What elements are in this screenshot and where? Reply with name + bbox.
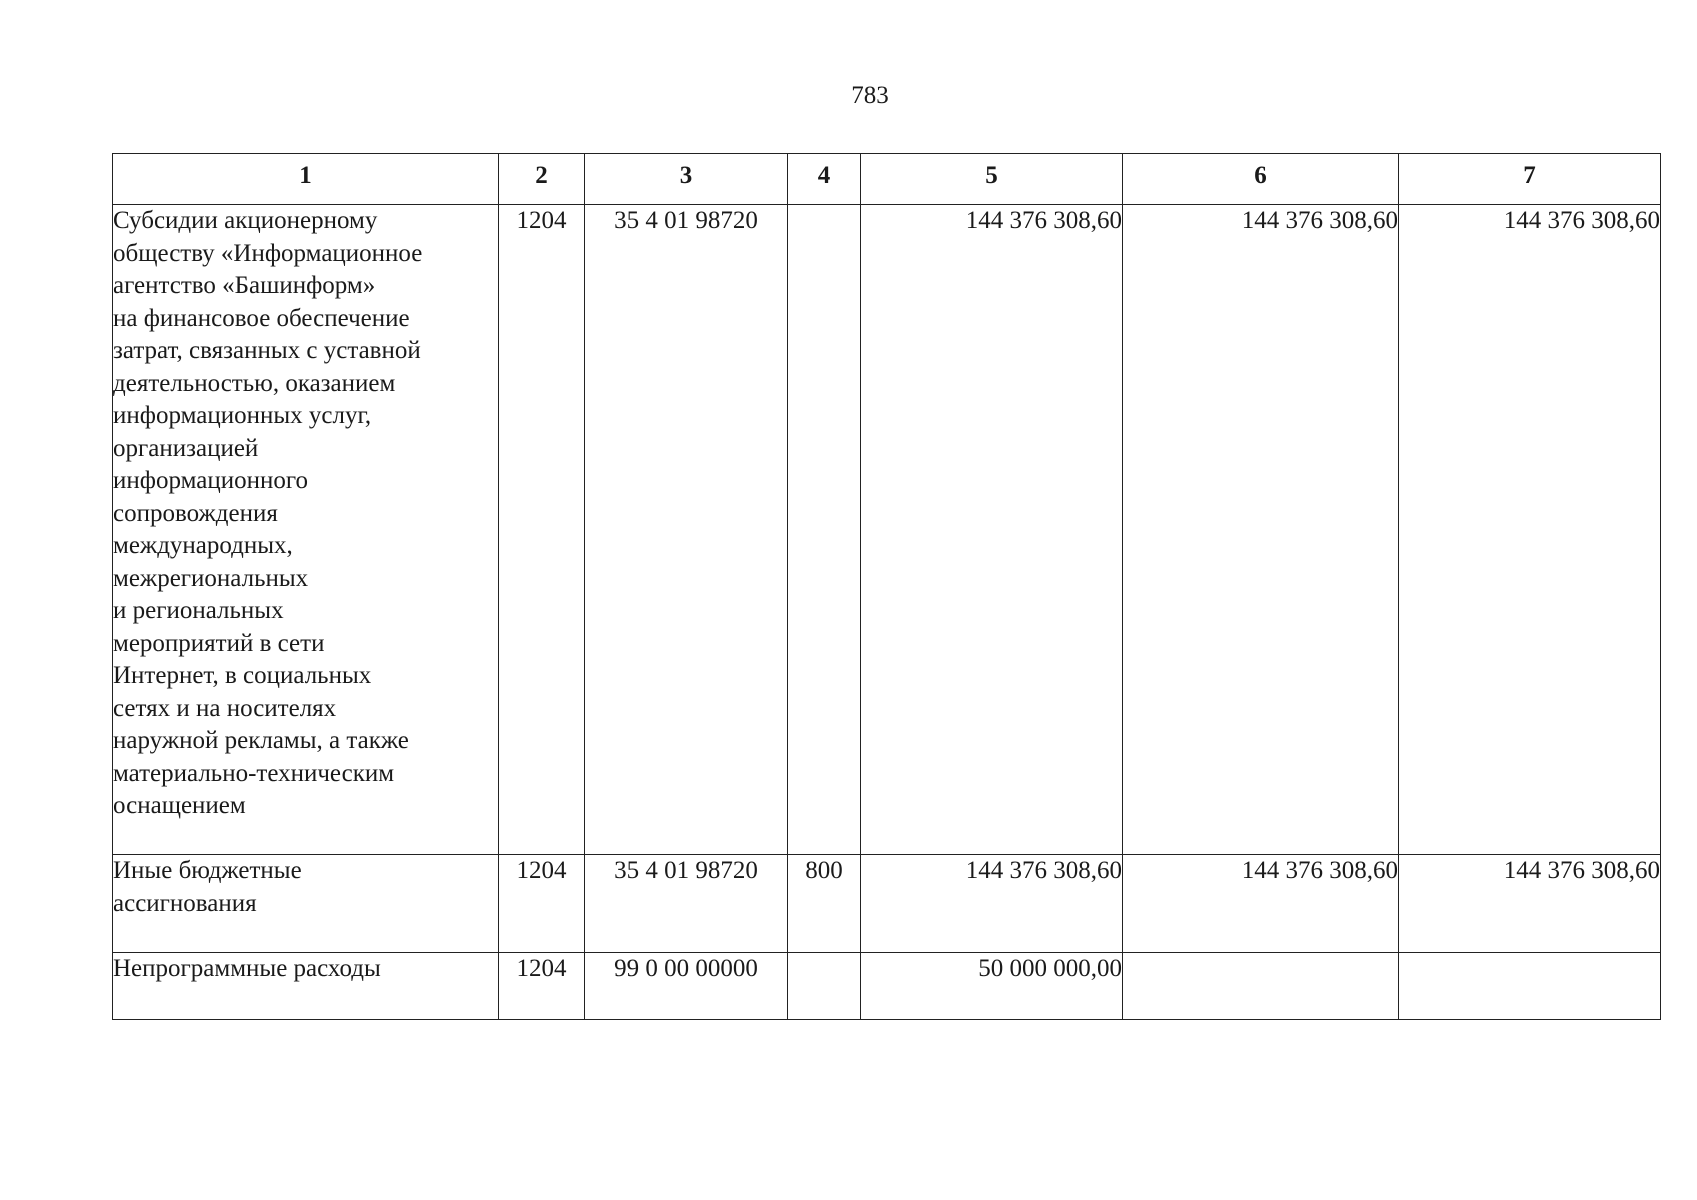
table-row <box>113 953 1661 1020</box>
amount-cell-col7 <box>1399 953 1661 1020</box>
expense-name-line: на финансовое обеспечение <box>113 304 410 332</box>
expense-name-line: ассигнования <box>113 889 257 917</box>
expense-name-line: информационных услуг, <box>113 402 372 429</box>
expense-name-line: затрат, связанных с уставной <box>113 337 421 364</box>
table-row <box>113 855 1661 953</box>
expense-type-cell <box>788 953 861 1020</box>
expense-name-line: и региональных <box>113 597 284 624</box>
amount-cell-col5: 144 376 308,60 <box>861 855 1123 953</box>
expense-name-cell <box>113 205 499 855</box>
column-header: 1 <box>113 154 499 205</box>
column-header: 6 <box>1123 154 1399 205</box>
amount-cell-col5: 50 000 000,00 <box>861 953 1123 1020</box>
column-header: 7 <box>1399 154 1661 205</box>
expense-name-cell <box>113 953 499 1020</box>
target-code-cell: 35 4 01 98720 <box>585 205 788 855</box>
expense-name-cell <box>113 855 499 953</box>
page-number: 783 <box>851 82 889 109</box>
expense-name-line: организацией <box>113 434 259 462</box>
expense-name-line: межрегиональных <box>113 564 309 592</box>
expense-name-line: оснащением <box>113 792 246 819</box>
expense-name-line: Иные бюджетные <box>113 857 302 884</box>
amount-cell-col5: 144 376 308,60 <box>861 205 1123 855</box>
section-code-cell: 1204 <box>499 205 585 855</box>
table-header-row <box>113 154 1661 205</box>
expense-name-line: Интернет, в социальных <box>113 662 372 689</box>
expense-name-line: деятельностью, оказанием <box>113 369 396 397</box>
expense-name-line: наружной рекламы, а также <box>113 727 409 754</box>
expense-name-line: сетях и на носителях <box>113 694 337 722</box>
budget-table <box>112 153 1661 1020</box>
section-code-cell: 1204 <box>499 855 585 953</box>
section-code-cell: 1204 <box>499 953 585 1020</box>
target-code-cell: 99 0 00 00000 <box>585 953 788 1020</box>
expense-name-line: материально-техническим <box>113 759 395 787</box>
expense-name-line: мероприятий в сети <box>113 629 325 657</box>
expense-name-line: Непрограммные расходы <box>113 955 381 982</box>
expense-name-line: агентство «Башинформ» <box>113 272 376 299</box>
expense-type-cell: 800 <box>788 855 861 953</box>
amount-cell-col7: 144 376 308,60 <box>1399 855 1661 953</box>
column-header: 2 <box>499 154 585 205</box>
table-row <box>113 205 1661 855</box>
column-header: 5 <box>861 154 1123 205</box>
column-header: 3 <box>585 154 788 205</box>
expense-type-cell <box>788 205 861 855</box>
amount-cell-col7: 144 376 308,60 <box>1399 205 1661 855</box>
amount-cell-col6: 144 376 308,60 <box>1123 205 1399 855</box>
target-code-cell: 35 4 01 98720 <box>585 855 788 953</box>
expense-name-line: информационного <box>113 467 308 494</box>
expense-name-line: международных, <box>113 532 293 559</box>
expense-name-line: Субсидии акционерному <box>113 207 378 234</box>
expense-name-line: обществу «Информационное <box>113 239 423 267</box>
column-header: 4 <box>788 154 861 205</box>
amount-cell-col6: 144 376 308,60 <box>1123 855 1399 953</box>
expense-name-line: сопровождения <box>113 499 278 527</box>
amount-cell-col6 <box>1123 953 1399 1020</box>
